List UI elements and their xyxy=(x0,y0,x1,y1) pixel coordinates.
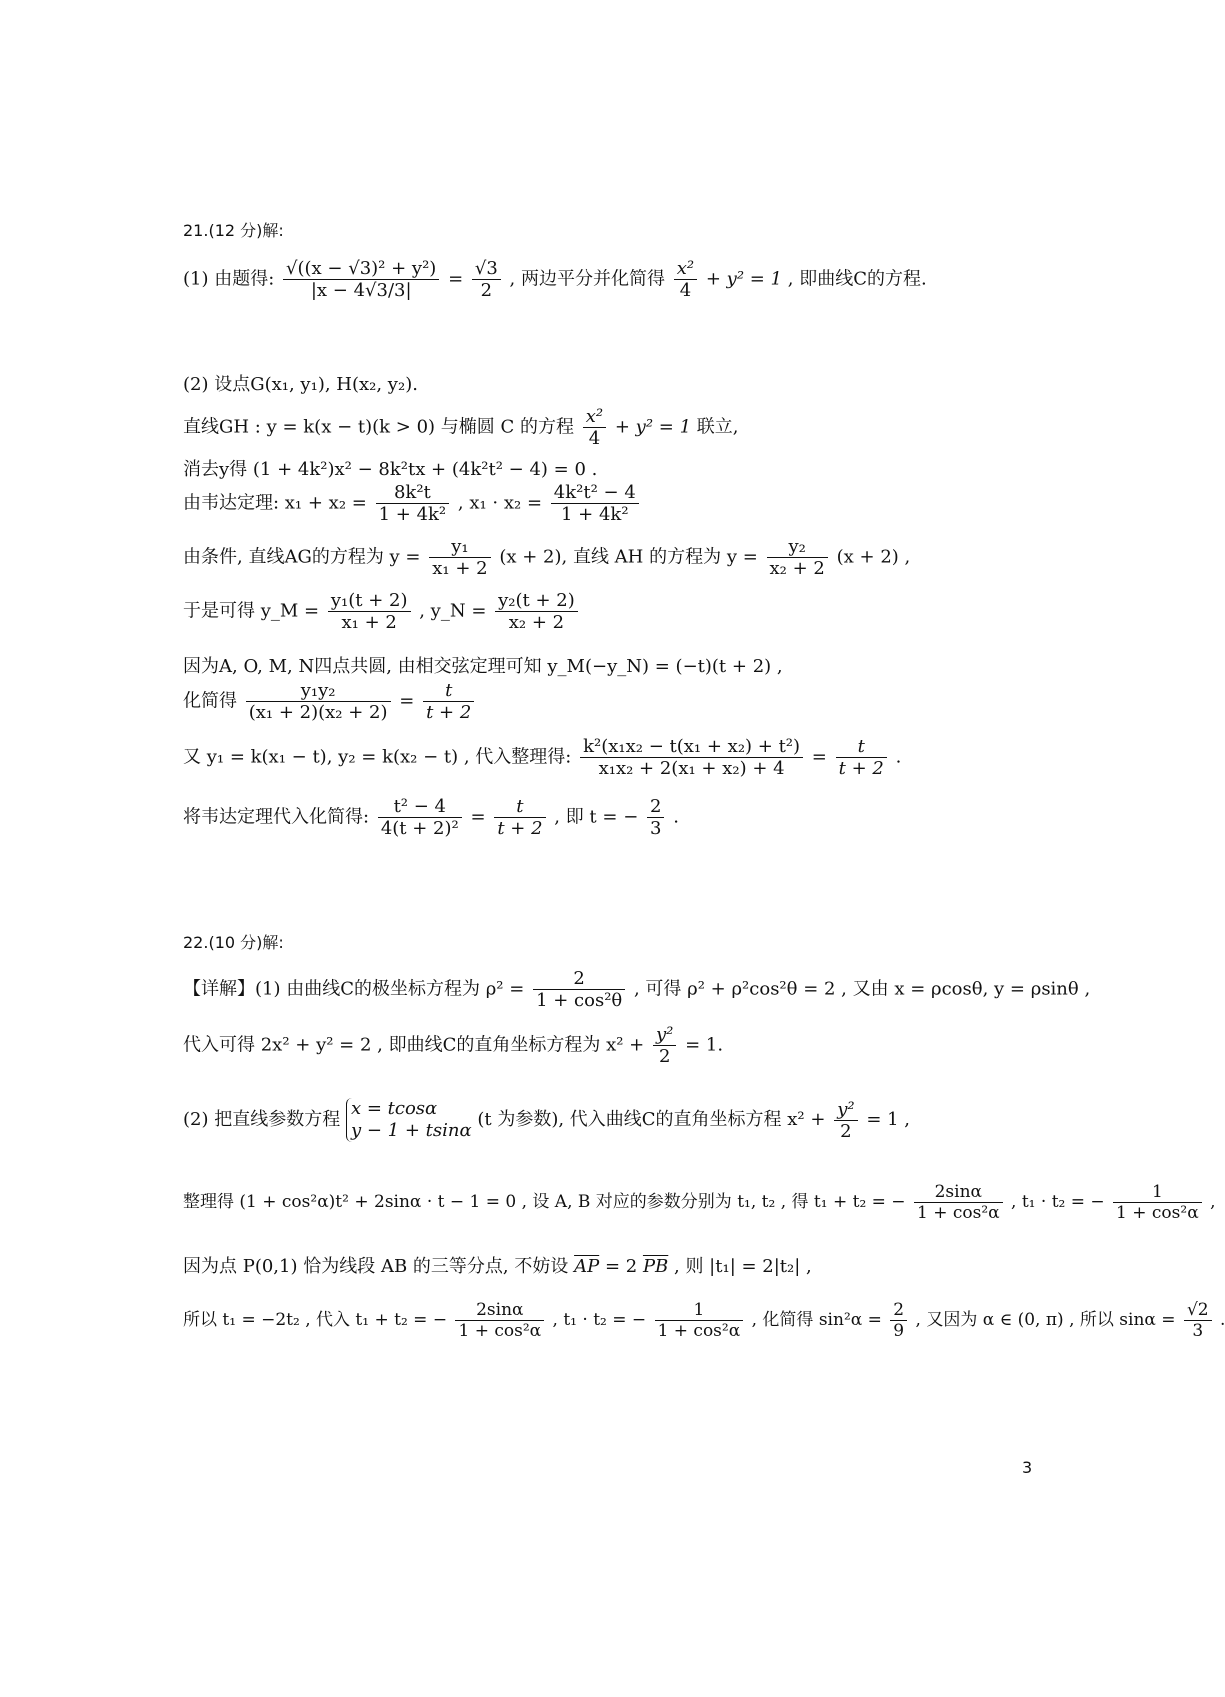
q21-heading: 21.(12 分)解: xyxy=(183,221,284,240)
q21-ym-yn: 于是可得 y_M = $\frac{\text{y₁(t + 2)}}{\text{x₁ + 2}}$ , y_N = $\frac{\text{y₂(t + 2)}}{\text{x₂ + 2}}$ xyxy=(183,590,581,633)
q22-last-sum: $\frac{2\sin\alpha}{\text{1 + cos²α}}$ xyxy=(455,1300,544,1341)
q22-vector-ap: $\overline{AP}$ xyxy=(574,1256,600,1277)
q22-d2-frac: $\frac{\text{y²}}{2}$ xyxy=(653,1024,676,1067)
q21-simp-rhs: $\frac{t}{t + 2}$ xyxy=(423,680,474,723)
q21-simplify: 化简得 $\frac{\text{y₁y₂}}{\text{(x₁ + 2)(x₂ + 2)}}$ = $\frac{t}{t + 2}$ xyxy=(183,680,477,723)
q21-p1-rhs: $\frac{√3}{2}$ xyxy=(472,258,501,301)
q22-vector-pb: $\overline{PB}$ xyxy=(642,1256,669,1277)
q22-heading: 22.(10 分)解: xyxy=(183,933,284,952)
q21-line-gh: 直线GH : y = k(x − t)(k > 0) 与椭圆 C 的方程 $\frac{\text{x²}}{4}$ + y² = 1 联立, xyxy=(183,406,739,449)
q21-concyclic: 因为A, O, M, N四点共圆, 由相交弦定理可知 y_M(−y_N) = (−t)(t + 2) , xyxy=(183,656,783,677)
q21-final: 将韦达定理代入化简得: $\frac{\text{t² − 4}}{\text{4(t + 2)²}}$ = $\frac{t}{t + 2}$ , 即 t = − $\frac{2}{3}$ . xyxy=(183,796,679,839)
q21-substitute: 又 y₁ = k(x₁ − t), y₂ = k(x₂ − t) , 代入整理得: $\frac{\text{k²(x₁x₂ − t(x₁ + x₂) + t²)}}{\text{x₁x₂ + 2(x₁ + x₂) + 4}}$ = $\frac{t}{t + 2}$ . xyxy=(183,736,902,779)
q21-p1-ratio: $\frac{\text{√((x − √3)² + y²)}}{|x - 4√3/3|}$ xyxy=(283,258,439,301)
q22-p2-frac: $\frac{\text{y²}}{2}$ xyxy=(834,1099,857,1142)
q22-arrange: 整理得 (1 + cos²α)t² + 2sinα · t − 1 = 0 , 设 A, B 对应的参数分别为 t₁, t₂ , 得 t₁ + t₂ = − $\frac{2\sin\alpha}{\text{1 + cos²α}}$ , t₁ · t₂ = − $\frac{1}{\text{1 + cos²α}}$ , xyxy=(183,1182,1216,1223)
q21-part2-label: (2) 设点G(x₁, y₁), H(x₂, y₂). xyxy=(183,374,418,395)
q21-fin-frac: $\frac{\text{t² − 4}}{\text{4(t + 2)²}}$ xyxy=(378,796,462,839)
q21-ag-frac: $\frac{\text{y₁}}{\text{x₁ + 2}}$ xyxy=(429,536,490,579)
page-number: 3 xyxy=(1022,1458,1033,1477)
q21-vieta-prod: $\frac{\text{4k²t² − 4}}{\text{1 + 4k²}}$ xyxy=(551,482,639,525)
q21-vieta-sum: $\frac{\text{8k²t}}{\text{1 + 4k²}}$ xyxy=(376,482,450,525)
q21-simp-frac: $\frac{\text{y₁y₂}}{\text{(x₁ + 2)(x₂ + 2)}}$ xyxy=(246,680,391,723)
q21-sub-rhs: $\frac{t}{t + 2}$ xyxy=(836,736,887,779)
q21-fin-answer: $\frac{2}{3}$ xyxy=(647,796,664,839)
q21-vieta: 由韦达定理: x₁ + x₂ = $\frac{\text{8k²t}}{\text{1 + 4k²}}$ , x₁ · x₂ = $\frac{\text{4k²t² − 4}}{\text{1 + 4k²}}$ xyxy=(183,482,642,525)
q21-sub-frac: $\frac{\text{k²(x₁x₂ − t(x₁ + x₂) + t²)}}{\text{x₁x₂ + 2(x₁ + x₂) + 4}}$ xyxy=(580,736,803,779)
q22-last: 所以 t₁ = −2t₂ , 代入 t₁ + t₂ = − $\frac{2\sin\alpha}{\text{1 + cos²α}}$ , t₁ · t₂ = − $\frac{1}{\text{1 + cos²α}}$ , 化简得 sin²α = $\frac{2}{9}$ , 又因为 α ∈ (0, π) , 所以 sinα = $\frac{√2}{3}$ . xyxy=(183,1300,1225,1341)
q21-eliminate: 消去y得 (1 + 4k²)x² − 8k²tx + (4k²t² − 4) = 0 . xyxy=(183,459,598,480)
q21-fin-rhs: $\frac{t}{t + 2}$ xyxy=(494,796,545,839)
q21-ellipse-frac: $\frac{\text{x²}}{4}$ xyxy=(674,258,697,301)
q21-ah-frac: $\frac{\text{y₂}}{\text{x₂ + 2}}$ xyxy=(767,536,828,579)
q21-condition: 由条件, 直线AG的方程为 y = $\frac{\text{y₁}}{\text{x₁ + 2}}$ (x + 2), 直线 AH 的方程为 y = $\frac{\text{y₂}}{\text{x₂ + 2}}$ (x + 2) , xyxy=(183,536,911,579)
q22-last-sin: $\frac{2}{9}$ xyxy=(890,1300,907,1341)
q22-last-prod: $\frac{1}{\text{1 + cos²α}}$ xyxy=(655,1300,744,1341)
q21-yn-frac: $\frac{\text{y₂(t + 2)}}{\text{x₂ + 2}}$ xyxy=(495,590,578,633)
q22-param-system: x = tcosα y − 1 + tsinα xyxy=(346,1098,472,1142)
q22-arr-prod: $\frac{1}{\text{1 + cos²α}}$ xyxy=(1113,1182,1202,1223)
q22-detail-1: 【详解】(1) 由曲线C的极坐标方程为 ρ² = $\frac{2}{\text{1 + cos²θ}}$ , 可得 ρ² + ρ²cos²θ = 2 , 又由 x = ρcosθ, y = ρsinθ , xyxy=(183,968,1091,1011)
q21-ym-frac: $\frac{\text{y₁(t + 2)}}{\text{x₁ + 2}}$ xyxy=(328,590,411,633)
q21-p1-label: (1) 由题得: xyxy=(183,268,275,290)
q22-last-answer: $\frac{√2}{3}$ xyxy=(1184,1300,1212,1341)
q21-line-gh-frac: $\frac{\text{x²}}{4}$ xyxy=(583,406,606,449)
q22-d1-frac: $\frac{2}{\text{1 + cos²θ}}$ xyxy=(533,968,625,1011)
q22-part2: (2) 把直线参数方程 x = tcosα y − 1 + tsinα (t 为参数), 代入曲线C的直角坐标方程 x² + $\frac{\text{y²}}{2}$ = 1 , xyxy=(183,1098,911,1142)
q22-arr-sum: $\frac{2\sin\alpha}{\text{1 + cos²α}}$ xyxy=(914,1182,1003,1223)
q21-part1: (1) 由题得: $\frac{\text{√((x − √3)² + y²)}}{|x - 4√3/3|}$ = $\frac{√3}{2}$ , 两边平分并化简得 $\frac{\text{x²}}{4}$ + y² = 1 , 即曲线C的方程. xyxy=(183,258,927,301)
q22-trisection: 因为点 P(0,1) 恰为线段 AB 的三等分点, 不妨设 $\overline{AP} = 2$ $\overline{PB}$ , 则 |t₁| = 2|t₂| , xyxy=(183,1256,812,1277)
q22-detail-2: 代入可得 2x² + y² = 2 , 即曲线C的直角坐标方程为 x² + $\frac{\text{y²}}{2}$ = 1. xyxy=(183,1024,724,1067)
